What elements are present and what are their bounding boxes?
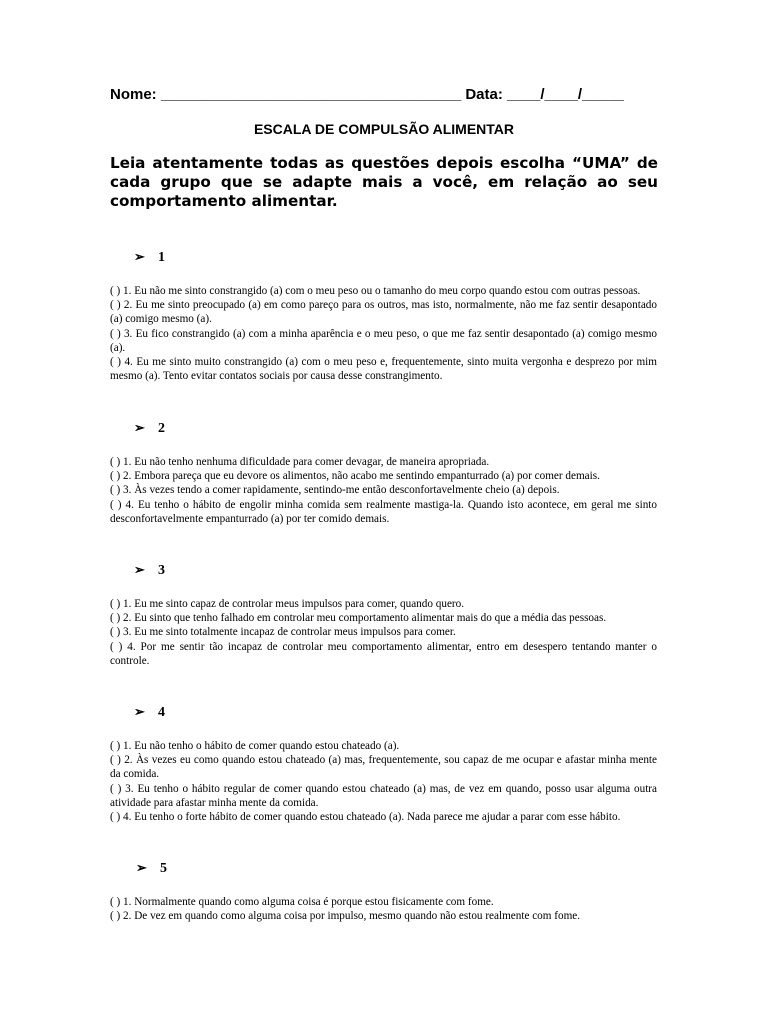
group-number: 3 [158,563,165,578]
group-2-options [110,455,657,526]
arrow-bullet-icon: ➢ [134,704,145,719]
group-number: 2 [158,421,165,436]
option-item[interactable]: ( ) 1. Eu não tenho nenhuma dificuldade para comer devagar, de maneira apropriada. [110,456,490,468]
option-item[interactable]: ( ) 2. Embora pareça que eu devore os alimentos, não acabo me sentindo empanturrado (a) por comer demais. [110,470,600,483]
group-number: 1 [158,250,165,265]
option-item[interactable]: ( ) 3. Eu fico constrangido (a) com a minha aparência e o meu peso, o que me faz sentir desapontado (a) comigo mesmo (a). [110,327,657,354]
group-number: 4 [158,705,165,720]
option-item[interactable]: ( ) 4. Eu me sinto muito constrangido (a) com o meu peso e, frequentemente, sinto muita vergonha e desprezo por mim mesmo (a). Tento evitar contatos sociais por causa desse constrangimento. [110,356,657,383]
option-item[interactable]: ( ) 4. Eu tenho o hábito de engolir minha comida sem realmente mastiga-la. Quando isto acontece, em geral me sinto desconfortavelmente empanturrado (a) por ter comido demais. [110,498,657,525]
option-item[interactable]: ( ) 3. Eu me sinto totalmente incapaz de controlar meus impulsos para comer. [110,626,456,639]
option-item[interactable]: ( ) 2. Eu me sinto preocupado (a) em como pareço para os outros, mas isto, normalmente, não me faz sentir desapontado (a) comigo mesmo (a). [110,299,657,326]
option-item[interactable]: ( ) 2. Às vezes eu como quando estou chateado (a) mas, frequentemente, sou capaz de me ocupar e afastar minha mente da comida. [110,754,657,781]
option-item[interactable]: ( ) 4. Por me sentir tão incapaz de controlar meu comportamento alimentar, entro em desespero tentando manter o controle. [110,640,657,667]
group-5-options [110,895,657,923]
group-3-options [110,597,657,668]
arrow-bullet-icon: ➢ [134,249,145,264]
option-item[interactable]: ( ) 1. Normalmente quando como alguma coisa é porque estou fisicamente com fome. [110,896,494,908]
option-item[interactable]: ( ) 2. Eu sinto que tenho falhado em controlar meu comportamento alimentar mais do que a média das pessoas. [110,612,607,625]
option-item[interactable]: ( ) 3. Eu tenho o hábito regular de comer quando estou chateado (a) mas, de vez em quando, posso usar alguma outra atividade para afastar minha mente da comida. [110,782,657,809]
document-title: ESCALA DE COMPULSÃO ALIMENTAR [253,121,515,137]
option-item[interactable]: ( ) 1. Eu não tenho o hábito de comer quando estou chateado (a). [110,740,400,752]
group-heading-4 [134,704,165,721]
arrow-bullet-icon: ➢ [134,562,145,577]
option-item[interactable]: ( ) 1. Eu me sinto capaz de controlar meus impulsos para comer, quando quero. [110,598,465,610]
group-heading-5 [136,860,167,877]
instructions-text: Leia atentamente todas as questões depois escolha “UMA” de cada grupo que se adapte mais a você, em relação ao seu comportamento alimentar. [110,154,658,210]
group-heading-2 [134,420,165,437]
group-heading-1 [134,249,165,266]
option-item[interactable]: ( ) 2. De vez em quando como alguma coisa por impulso, mesmo quando não estou realmente com fome. [110,910,581,923]
name-date-line: Nome: ____________________________________ Data: ____/____/_____ [110,86,624,103]
arrow-bullet-icon: ➢ [136,860,147,875]
option-item[interactable]: ( ) 1. Eu não me sinto constrangido (a) com o meu peso ou o tamanho do meu corpo quando estou com outras pessoas. [110,285,641,297]
group-number: 5 [160,861,167,876]
arrow-bullet-icon: ➢ [134,420,145,435]
group-1-options [110,284,657,383]
option-item[interactable]: ( ) 3. Às vezes tendo a comer rapidamente, sentindo-me então desconfortavelmente cheio (a) depois. [110,484,560,497]
option-item[interactable]: ( ) 4. Eu tenho o forte hábito de comer quando estou chateado (a). Nada parece me ajudar a parar com esse hábito. [110,811,621,824]
group-4-options [110,739,657,824]
group-heading-3 [134,562,165,579]
